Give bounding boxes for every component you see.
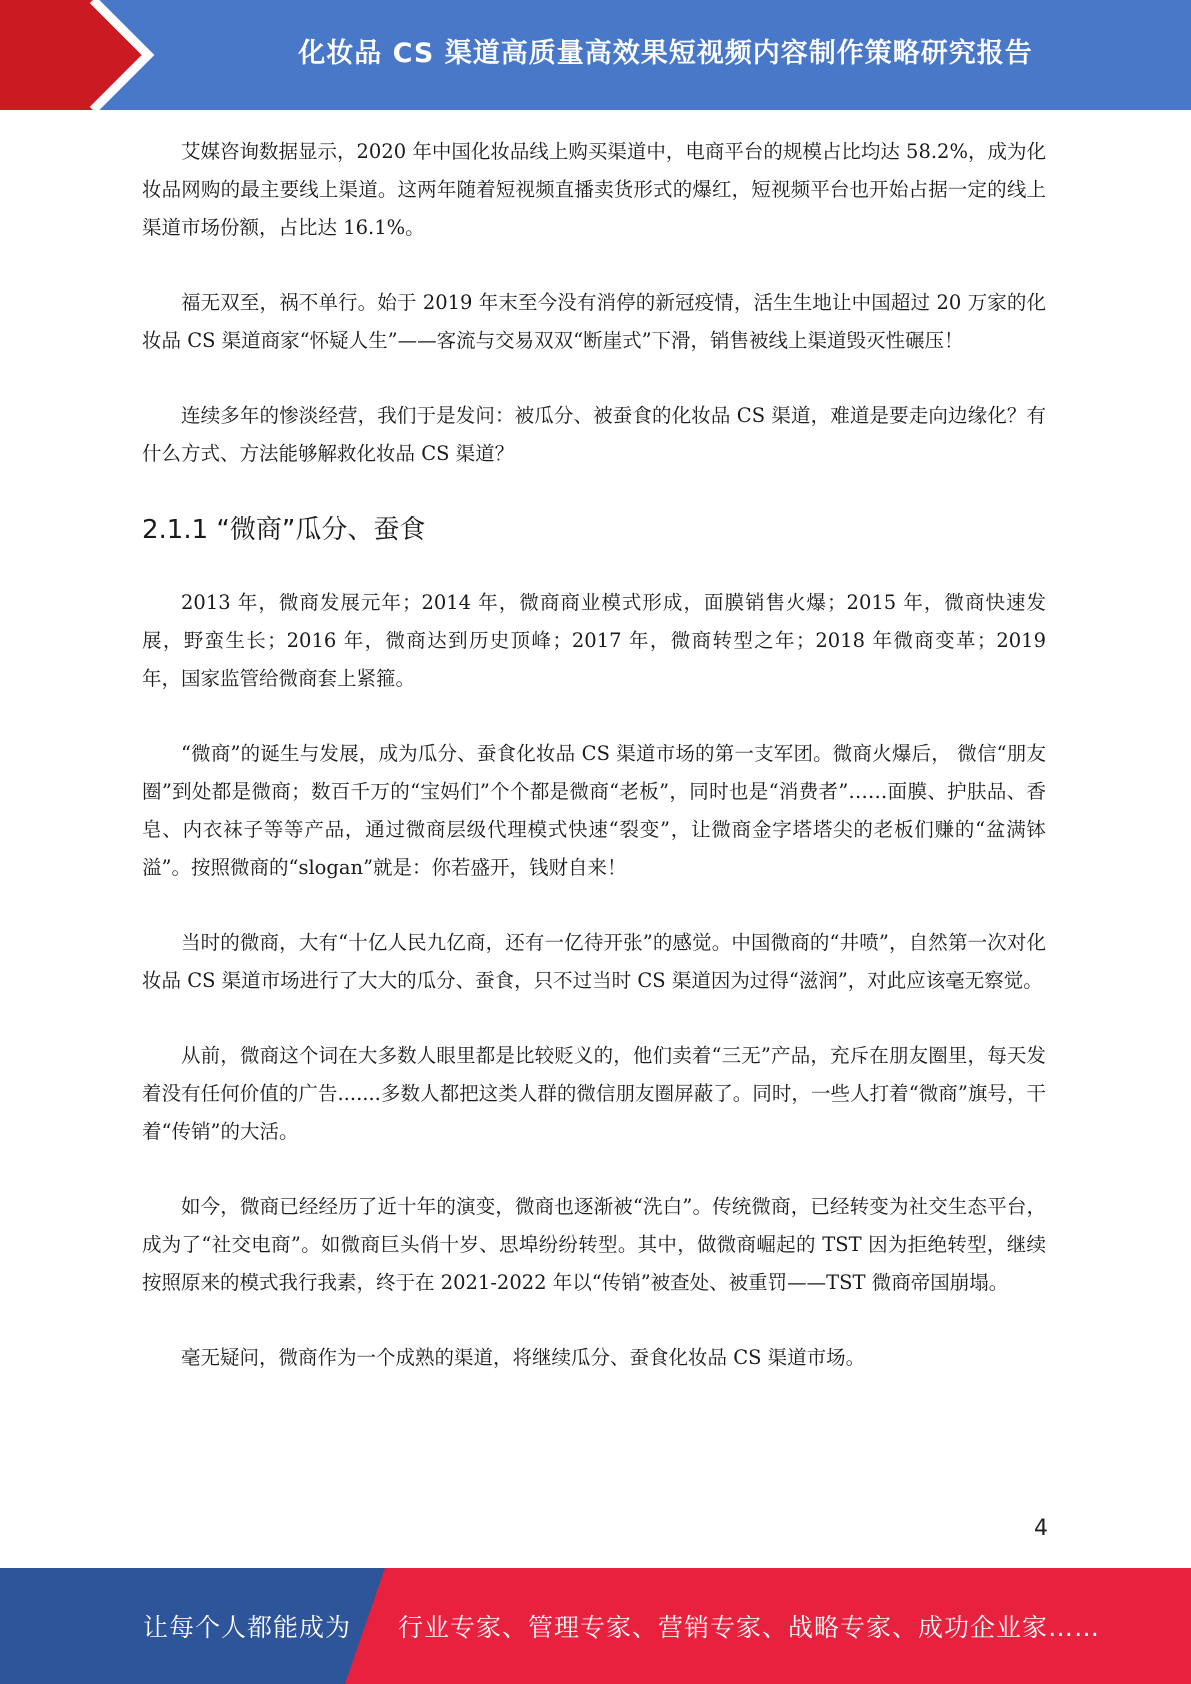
paragraph-intro-3: 连续多年的惨淡经营，我们于是发问：被瓜分、被蚕食的化妆品 CS 渠道，难道是要走向边缘化？有什么方式、方法能够解救化妆品 CS 渠道？ [142,404,1046,465]
page-footer [0,1568,1191,1684]
paragraph-section-4: 从前，微商这个词在大多数人眼里都是比较贬义的，他们卖着“三无”产品，充斥在朋友圈里，每天发着没有任何价值的广告.......多数人都把这类人群的微信朋友圈屏蔽了。同时，一些人打着“微商”旗号，干着“传销”的大活。 [142,1044,1046,1143]
section-heading: 2.1.1 “微商”瓜分、蚕食 [142,515,426,545]
page-body [142,133,1046,1414]
page-header [0,0,1191,110]
paragraph-section-5: 如今，微商已经经历了近十年的演变，微商也逐渐被“洗白”。传统微商，已经转变为社交生态平台，成为了“社交电商”。如微商巨头俏十岁、思埠纷纷转型。其中，做微商崛起的 TST 因为拒绝转型，继续按照原来的模式我行我素，终于在 2021-2022 年以“传销”被查处、被重罚——TST 微商帝国崩塌。 [142,1195,1046,1294]
paragraph-section-3: 当时的微商，大有“十亿人民九亿商，还有一亿待开张”的感觉。中国微商的“井喷”，自然第一次对化妆品 CS 渠道市场进行了大大的瓜分、蚕食，只不过当时 CS 渠道因为过得“滋润”，对此应该毫无察觉。 [142,931,1046,992]
paragraph-section-2: “微商”的诞生与发展，成为瓜分、蚕食化妆品 CS 渠道市场的第一支军团。微商火爆后， 微信“朋友圈”到处都是微商；数百千万的“宝妈们”个个都是微商“老板”，同时也是“消费者”……面膜、护肤品、香皂、内衣袜子等等产品，通过微商层级代理模式快速“裂变”，让微商金字塔塔尖的老板们赚的“盆满钵溢”。按照微商的“slogan”就是：你若盛开，钱财自来！ [142,742,1046,879]
paragraph-section-6: 毫无疑问，微商作为一个成熟的渠道，将继续瓜分、蚕食化妆品 CS 渠道市场。 [181,1346,866,1369]
page-number: 4 [1034,1516,1048,1541]
document-title: 化妆品 CS 渠道高质量高效果短视频内容制作策略研究报告 [298,37,1033,69]
paragraph-intro-1: 艾媒咨询数据显示，2020 年中国化妆品线上购买渠道中，电商平台的规模占比均达 58.2%，成为化妆品网购的最主要线上渠道。这两年随着短视频直播卖货形式的爆红，短视频平台也开始占据一定的线上渠道市场份额，占比达 16.1%。 [142,140,1046,239]
footer-slogan-right: 行业专家、管理专家、营销专家、战略专家、成功企业家…… [398,1613,1101,1642]
paragraph-section-1: 2013 年，微商发展元年；2014 年，微商商业模式形成，面膜销售火爆；2015 年，微商快速发展，野蛮生长；2016 年，微商达到历史顶峰；2017 年，微商转型之年；2018 年微商变革；2019 年，国家监管给微商套上紧箍。 [142,591,1046,690]
footer-slogan-left: 让每个人都能成为 [143,1613,352,1642]
paragraph-intro-2: 福无双至，祸不单行。始于 2019 年末至今没有消停的新冠疫情，活生生地让中国超过 20 万家的化妆品 CS 渠道商家“怀疑人生”——客流与交易双双“断崖式”下滑，销售被线上渠道毁灭性碾压！ [142,291,1046,352]
